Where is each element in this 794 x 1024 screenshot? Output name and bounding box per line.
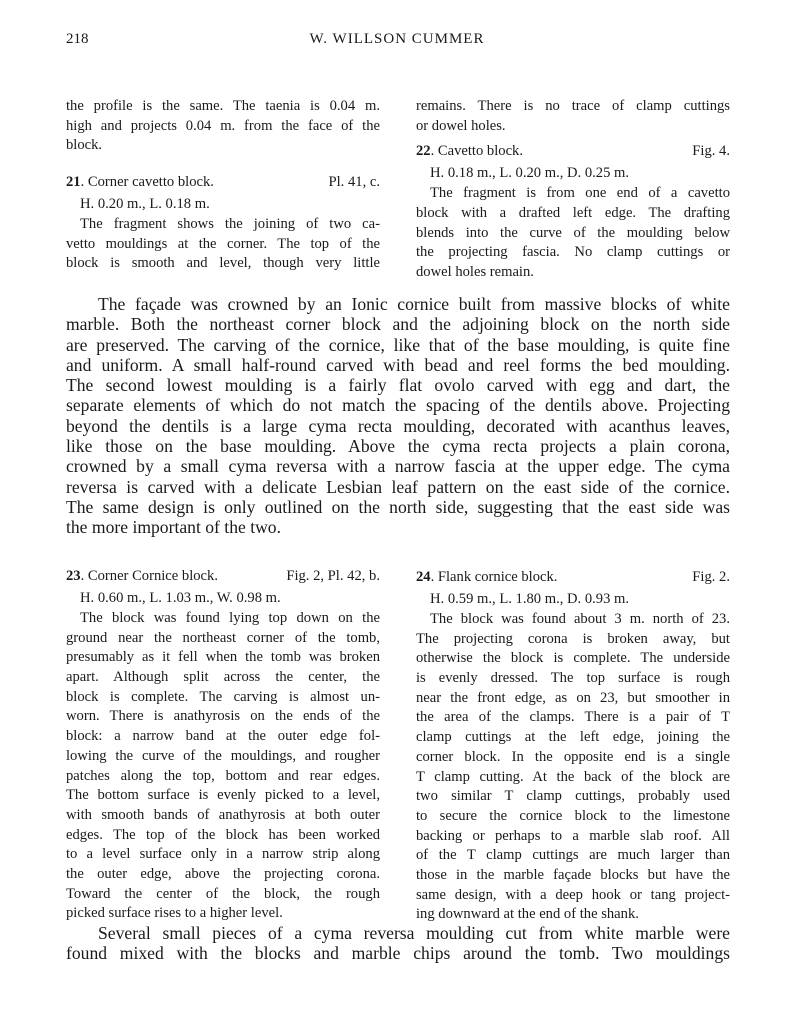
text-line: those in the marble façade blocks but have the: [416, 866, 730, 883]
text-line: the more important of the two.: [66, 517, 281, 538]
text-line: and uniform. A small half-round carved with bead and reel forms the bed moulding.: [66, 354, 730, 375]
text-line: presumably as it fell when the tomb was broken: [66, 649, 380, 666]
text-line: the outer edge, above the projecting corona.: [66, 865, 380, 882]
text-line: block with a drafted left edge. The drafting: [416, 205, 730, 222]
entry-dimensions: H. 0.18 m., L. 0.20 m., D. 0.25 m.: [430, 165, 630, 182]
text-line: The second lowest moulding is a fairly flat ovolo carved with egg and dart, the: [66, 375, 730, 396]
text-line: with smooth bands of anathyrosis at both outer: [66, 806, 380, 823]
text-line: same design, with a deep hook or tang project-: [416, 886, 730, 903]
text-line: block.: [66, 137, 103, 154]
text-line: vetto mouldings at the corner. The top of the: [66, 235, 380, 252]
text-line: The same design is only outlined on the north side, suggesting that the east side was: [66, 496, 730, 517]
entry-heading-22: [416, 140, 730, 162]
running-title: W. WILLSON CUMMER: [309, 31, 485, 47]
text-line: or dowel holes.: [416, 117, 506, 134]
text-line: edges. The top of the block has been worked: [66, 826, 380, 843]
text-line: Toward the center of the block, the rough: [66, 885, 380, 902]
page-number: 218: [66, 31, 89, 47]
text-line: The block was found lying top down on the: [80, 610, 380, 626]
main-paragraph: [66, 294, 730, 538]
entry-title: . Cavetto block.: [430, 143, 524, 160]
entry-number: 22: [416, 143, 431, 160]
entry-title: . Flank cornice block.: [430, 569, 558, 585]
text-line: picked surface rises to a higher level.: [66, 905, 283, 922]
text-line: lowing the curve of the mouldings, and rougher: [66, 747, 380, 764]
entry-reference: Fig. 4.: [692, 143, 730, 160]
text-line: the projecting fascia. No clamp cuttings or: [416, 244, 730, 261]
text-line: like those on the base moulding. Above the cyma recta projects a plain corona,: [66, 436, 730, 457]
text-line: ground near the northeast corner of the tomb,: [66, 629, 380, 646]
entry-number: 23: [66, 568, 81, 584]
text-line: high and projects 0.04 m. from the face of the: [66, 117, 380, 134]
text-line: blends into the curve of the moulding below: [416, 224, 730, 241]
text-line: The block was found about 3 m. north of 23.: [430, 611, 730, 627]
entry-reference: Fig. 2, Pl. 42, b.: [286, 568, 380, 584]
text-line: Several small pieces of a cyma reversa moulding cut from white marble were: [98, 923, 730, 943]
text-line: apart. Although split across the center, the: [66, 669, 380, 686]
text-line: backing or perhaps to a marble slab roof. All: [416, 827, 730, 844]
text-line: worn. There is anathyrosis on the ends of the: [66, 708, 380, 725]
entry-heading-24: [416, 566, 730, 588]
text-line: block is smooth and level, though very little: [66, 255, 380, 272]
text-line: corner block. In the opposite end is a single: [416, 748, 730, 765]
top-left-column: [66, 97, 380, 274]
entry-title: . Corner Cornice block.: [80, 568, 218, 584]
text-line: clamp cuttings at the left edge, joining the: [416, 729, 730, 746]
text-line: ing downward at the end of the shank.: [416, 906, 639, 923]
entry-reference: Fig. 2.: [692, 569, 730, 585]
top-right-column: [416, 97, 730, 283]
entry-title: . Corner cavetto block.: [80, 174, 214, 191]
entry-reference: Pl. 41, c.: [328, 174, 380, 191]
text-line: the area of the clamps. There is a pair of T: [416, 709, 730, 726]
text-line: marble. Both the northeast corner block and the adjoining block on the north side: [66, 314, 730, 335]
text-line: near the front edge, as on 23, but smoother in: [416, 689, 730, 706]
text-line: beyond the dentils is a large cyma recta moulding, decorated with acanthus leaves,: [66, 415, 730, 436]
text-line: separate elements of which do not match the spacing of the dentils above. Projecting: [66, 395, 730, 416]
text-line: reversa is carved with a delicate Lesbian leaf pattern on the east side of the cornice.: [66, 476, 730, 497]
text-line: are preserved. The carving of the cornice, like that of the base moulding, is quite fine: [66, 334, 730, 355]
entry-24: [416, 566, 730, 925]
text-line: The fragment shows the joining of two ca-: [80, 216, 380, 233]
text-line: remains. There is no trace of clamp cuttings: [416, 98, 730, 114]
text-line: The bottom surface is evenly picked to a level,: [66, 787, 380, 804]
text-line: block: a narrow band at the outer edge fol-: [66, 728, 380, 745]
text-line: to secure the cornice block to the limestone: [416, 807, 730, 824]
text-line: two similar T clamp cuttings, probably used: [416, 788, 730, 805]
entry-heading-23: [66, 565, 380, 587]
text-line: The projecting corona is broken away, but: [416, 630, 730, 647]
text-line: The façade was crowned by an Ionic cornice built from massive blocks of white: [98, 294, 730, 314]
text-line: otherwise the block is complete. The underside: [416, 650, 730, 667]
text-line: patches along the top, bottom and rear edges.: [66, 767, 380, 784]
text-line: to a level surface only in a narrow strip along: [66, 846, 380, 863]
text-line: crowned by a small cyma reversa with a narrow fascia at the upper edge. The cyma: [66, 456, 730, 477]
text-line: the profile is the same. The taenia is 0.04 m.: [66, 98, 380, 114]
text-line: found mixed with the blocks and marble chips around the tomb. Two mouldings: [66, 943, 730, 964]
closing-paragraph: [66, 923, 730, 964]
entry-heading-21: [66, 171, 380, 193]
entry-number: 24: [416, 569, 431, 585]
entry-dimensions: H. 0.60 m., L. 1.03 m., W. 0.98 m.: [80, 590, 281, 606]
entry-23: [66, 565, 380, 924]
text-line: of the T clamp cuttings are much larger than: [416, 847, 730, 864]
entry-dimensions: H. 0.59 m., L. 1.80 m., D. 0.93 m.: [430, 591, 630, 607]
text-line: The fragment is from one end of a cavetto: [430, 185, 730, 202]
entry-dimensions: H. 0.20 m., L. 0.18 m.: [80, 196, 210, 213]
entry-number: 21: [66, 174, 81, 191]
text-line: T clamp cutting. At the back of the block are: [416, 768, 730, 785]
text-line: is evenly dressed. The top surface is rough: [416, 670, 730, 687]
text-line: block is complete. The carving is almost un-: [66, 688, 380, 705]
text-line: dowel holes remain.: [416, 264, 534, 281]
